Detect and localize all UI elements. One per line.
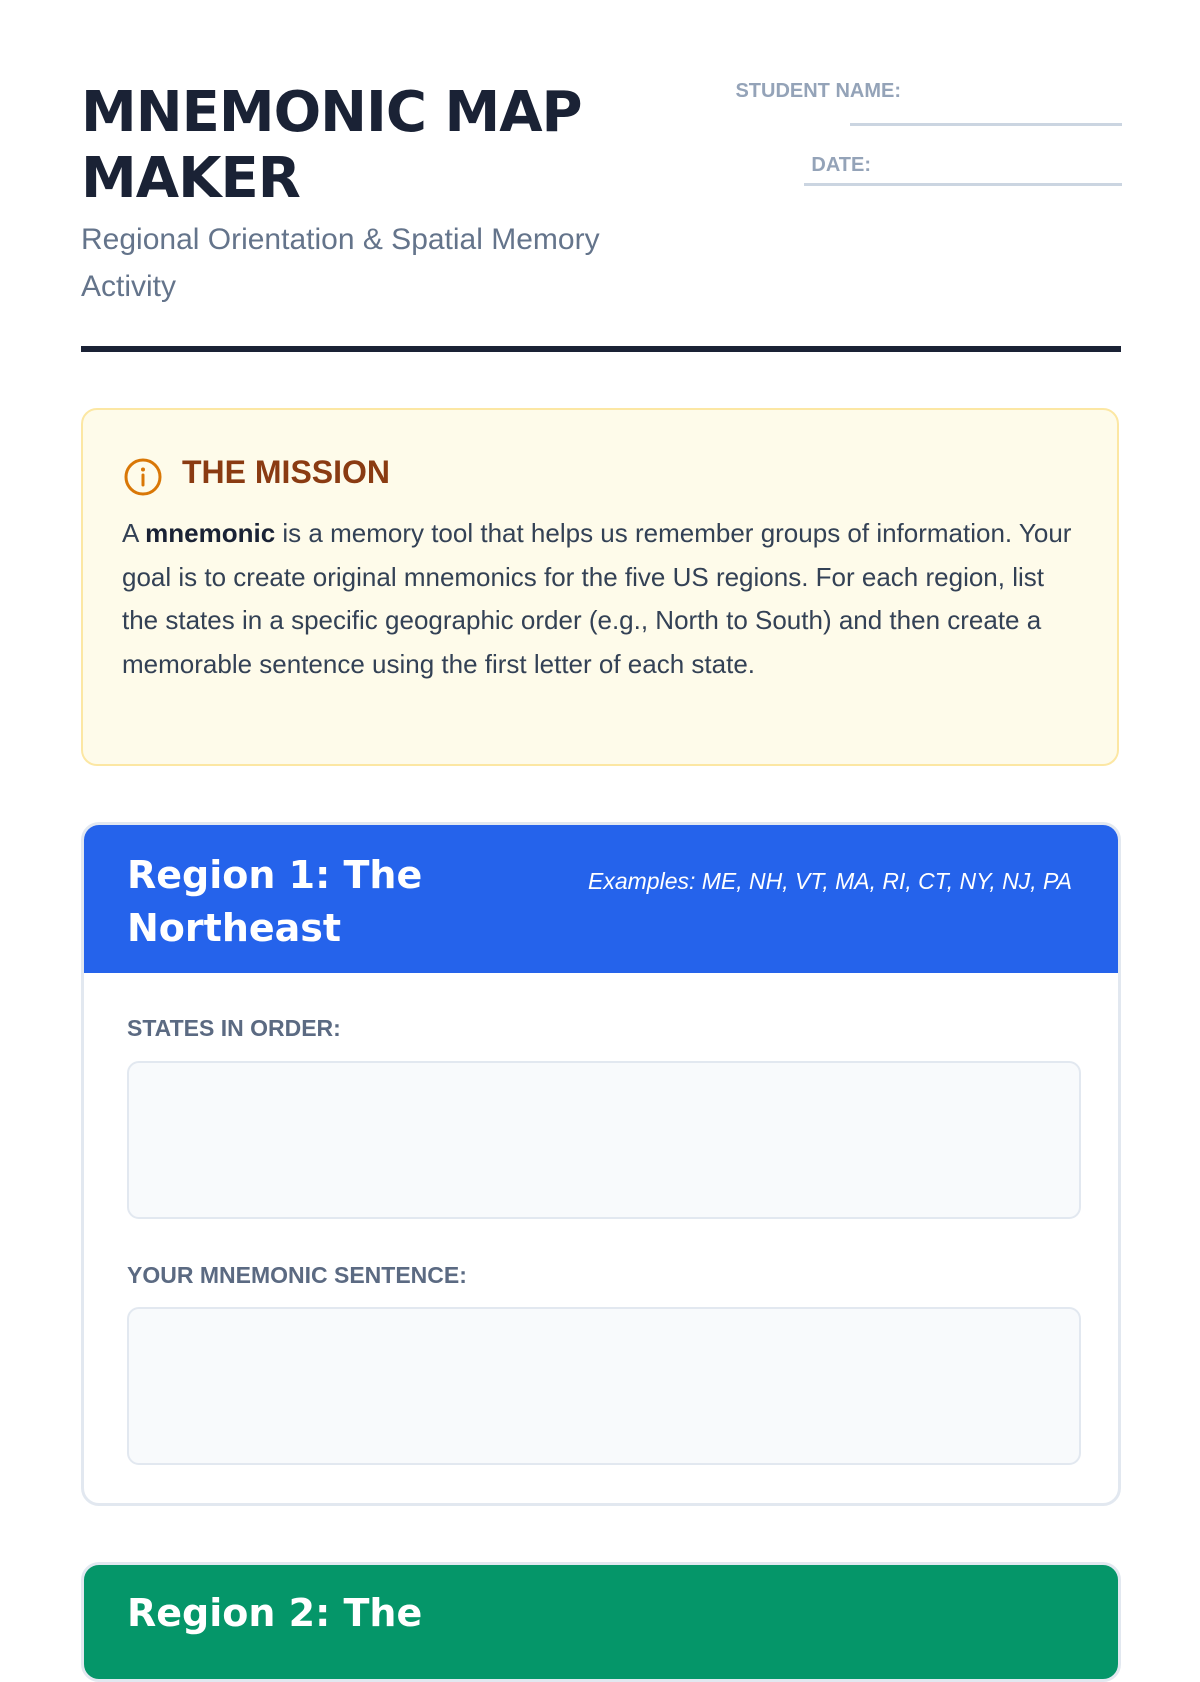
region-examples: Examples: ME, NH, VT, MA, RI, CT, NY, NJ, PA <box>588 868 1072 894</box>
states-in-order-label: STATES IN ORDER: <box>127 1015 341 1041</box>
region-card-2 <box>81 1562 1121 1682</box>
info-icon <box>123 457 163 497</box>
student-name-field[interactable] <box>850 123 1122 126</box>
date-label: DATE: <box>811 154 871 176</box>
mnemonic-sentence-label: YOUR MNEMONIC SENTENCE: <box>127 1262 467 1288</box>
mission-text-body: is a memory tool that helps us remember groups of information. Your goal is to create original mnemonics for the five US regions. For each region, list the states in a specific geographic order (e.g., North to South) and then create a memorable sentence using the first letter of each state. <box>122 518 1072 679</box>
region-card-northeast <box>81 822 1121 1506</box>
mission-text <box>122 512 1082 686</box>
page-subtitle: Regional Orientation & Spatial Memory Activity <box>81 223 600 303</box>
header-divider <box>81 346 1121 352</box>
date-field[interactable] <box>804 183 1122 186</box>
student-name-label: STUDENT NAME: <box>735 80 901 102</box>
mnemonic-sentence-input[interactable] <box>127 1307 1081 1465</box>
states-in-order-input[interactable] <box>127 1061 1081 1219</box>
worksheet-header <box>81 0 1121 356</box>
page-title: MNEMONIC MAP MAKER <box>81 80 582 211</box>
mission-title: THE MISSION <box>182 454 391 490</box>
worksheet-page <box>81 0 1121 356</box>
region-title: Region 1: The Northeast <box>127 853 423 950</box>
student-info-fields <box>81 0 1121 200</box>
region-2-title: Region 2: The <box>127 1591 423 1635</box>
region-header <box>84 825 1118 973</box>
mission-term: mnemonic <box>145 518 276 548</box>
mission-text-prefix: A <box>122 518 146 548</box>
